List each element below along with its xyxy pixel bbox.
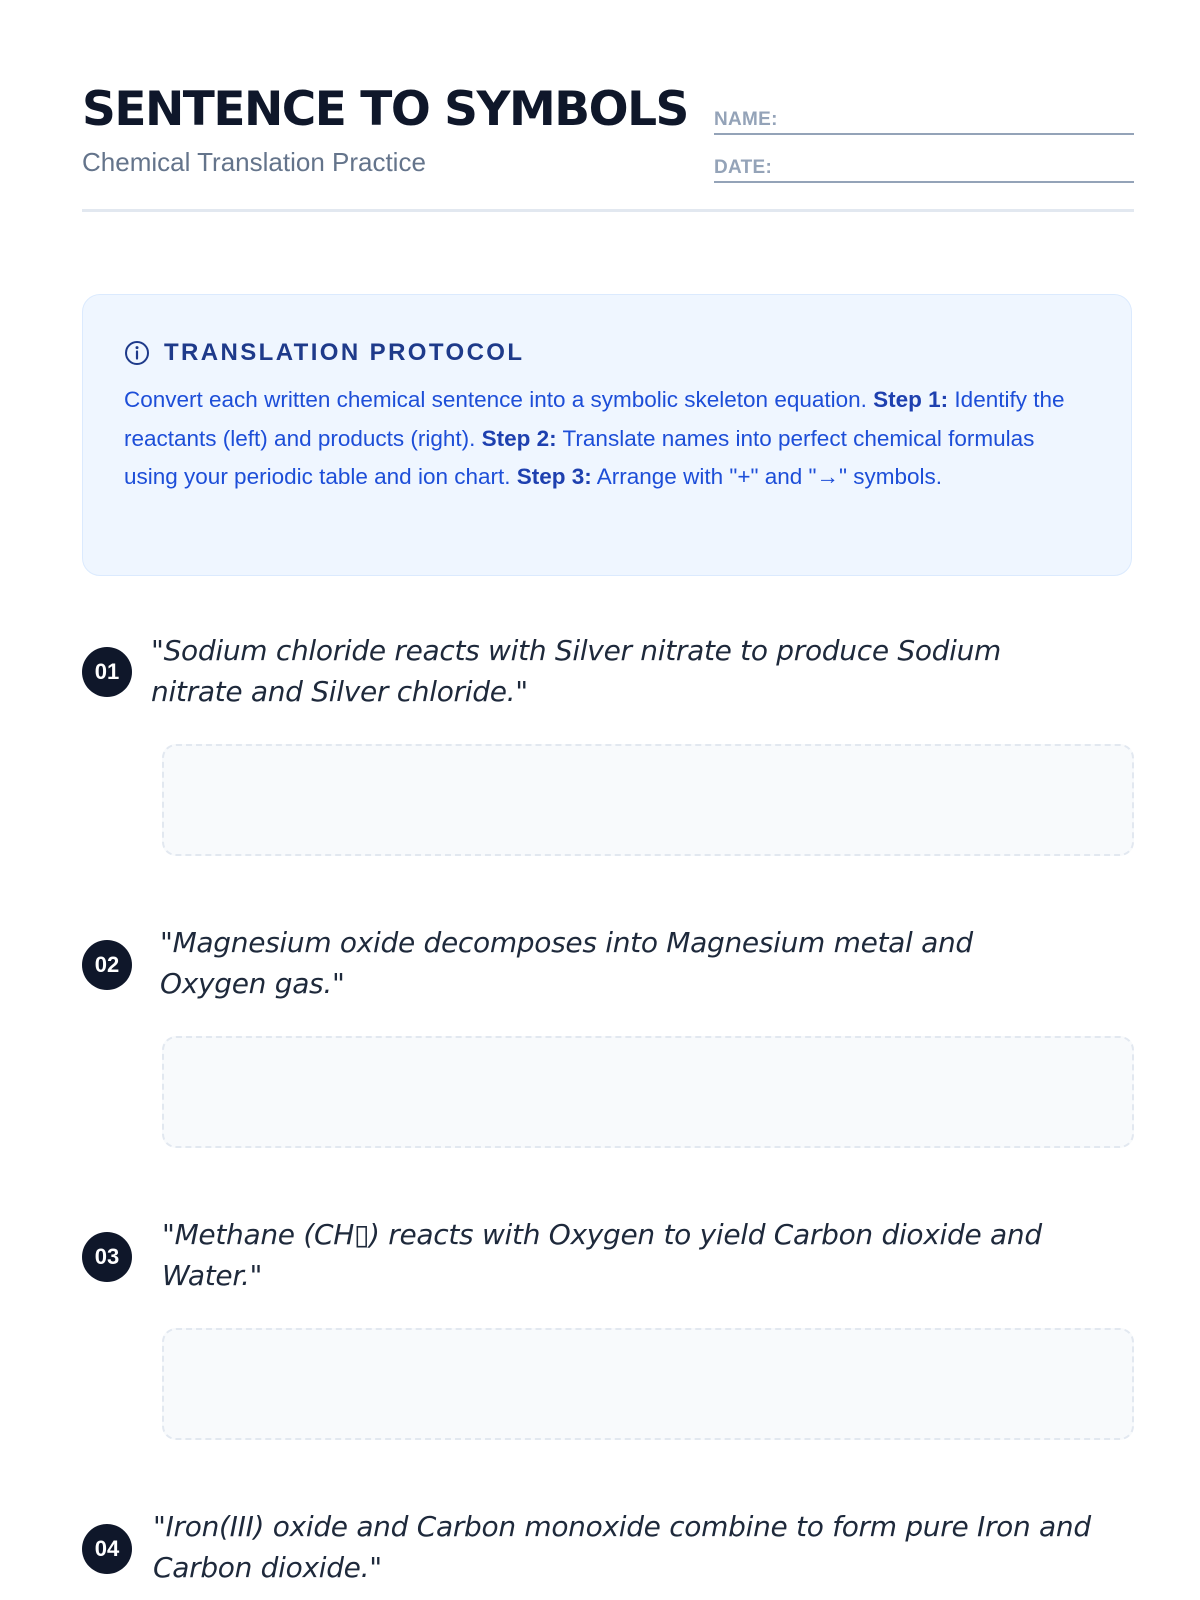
date-label: DATE: — [714, 157, 773, 178]
answer-box[interactable] — [162, 1328, 1134, 1440]
step-3-text: Arrange with "+" and "→" symbols. — [591, 464, 942, 489]
question-sentence: "Sodium chloride reacts with Silver nitrate to produce Sodium nitrate and Silver chloride." — [151, 634, 1002, 708]
question-sentence: "Magnesium oxide decomposes into Magnesium metal and Oxygen gas." — [160, 926, 973, 1000]
worksheet-header — [82, 0, 1134, 214]
question-sentence: "Iron(III) oxide and Carbon monoxide combine to form pure Iron and Carbon dioxide." — [153, 1510, 1091, 1584]
question-number: 04 — [82, 1524, 132, 1574]
date-field[interactable] — [714, 151, 1134, 183]
step-1-text: Identify the reactants (left) and products (right). — [124, 387, 1065, 451]
protocol-box — [82, 294, 1132, 576]
name-field[interactable] — [714, 103, 1134, 135]
question-number: 01 — [82, 647, 132, 697]
step-1-label: Step 1: — [873, 387, 949, 412]
header-divider — [82, 209, 1134, 212]
protocol-heading — [124, 337, 524, 369]
question-sentence: "Methane (CH▯) reacts with Oxygen to yield Carbon dioxide and Water." — [162, 1218, 1042, 1292]
step-2-text: Translate names into perfect chemical formulas using your periodic table and ion chart. — [124, 425, 1035, 489]
page-title: SENTENCE TO SYMBOLS — [82, 82, 688, 137]
name-label: NAME: — [714, 109, 778, 130]
step-2-label: Step 2: — [481, 425, 557, 451]
answer-box[interactable] — [162, 1036, 1134, 1148]
page-subtitle: Chemical Translation Practice — [82, 147, 426, 177]
protocol-intro: Convert each written chemical sentence into a symbolic skeleton equation. — [124, 387, 874, 412]
question-number: 03 — [82, 1232, 132, 1282]
info-icon — [124, 340, 150, 366]
protocol-title: TRANSLATION PROTOCOL — [164, 339, 525, 366]
protocol-text — [124, 381, 1084, 497]
step-3-label: Step 3: — [516, 464, 592, 489]
answer-box[interactable] — [162, 744, 1134, 856]
question-number: 02 — [82, 940, 132, 990]
